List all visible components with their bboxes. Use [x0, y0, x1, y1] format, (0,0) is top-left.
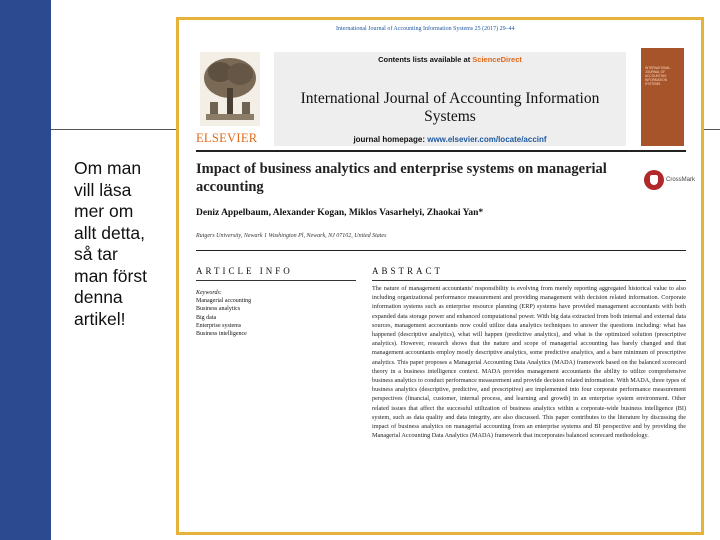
- keyword: Business analytics: [196, 306, 241, 313]
- homepage-line: [274, 135, 626, 144]
- caption-line: man först: [74, 265, 147, 286]
- elsevier-tree-icon: [200, 52, 260, 126]
- keyword: Managerial accounting: [196, 298, 252, 305]
- caption-line: mer om: [74, 201, 134, 221]
- elsevier-logo: [196, 48, 266, 146]
- authors: Deniz Appelbaum, Alexander Kogan, Miklos Vasarhelyi, Zhaokai Yan*: [196, 208, 484, 218]
- journal-title-line: Systems: [424, 108, 476, 125]
- journal-header: [196, 40, 686, 145]
- homepage-prefix: journal homepage:: [353, 135, 428, 144]
- journal-cover: [641, 48, 684, 146]
- crossmark-label: CrossMark: [666, 177, 696, 183]
- article-title: [196, 160, 646, 196]
- contents-line: [274, 55, 626, 64]
- article-title-line: accounting: [196, 179, 264, 195]
- journal-reference: International Journal of Accounting Information Systems 25 (2017) 29–44: [336, 26, 515, 32]
- abstract-heading: ABSTRACT: [372, 266, 444, 276]
- abstract-rule: [372, 280, 686, 281]
- keywords-heading: Keywords:: [196, 290, 222, 296]
- article-title-line: Impact of business analytics and enterprise systems on managerial: [196, 161, 607, 177]
- crossmark-badge[interactable]: [644, 170, 696, 194]
- keyword: Big data: [196, 314, 217, 321]
- abstract-text: The nature of management accountants' responsibility is evolving from merely reporting aggregated historical value to also including organizational performance measurement and providing management with decision related information. Corporate information systems such as enterprise resource planning (ERP) systems have provided management accountants with both expanded data storage power and enhanced computational power. With big data extracted from both internal and external data sources, management accountants now could utilize data analytics techniques to answer the questions including: what has happened (descriptive analytics), what will happen (predictive analytics), and what is the optimized solution (prescriptive analytics). However, research shows that the nature and scope of managerial accounting has barely changed and that management accountants employ mostly descriptive analytics, some predictive analytics, and a bare minimum of prescriptive analytics. This paper proposes a Managerial Accounting Data Analytics (MADA) framework based on the balanced scorecard theory in a business intelligence context. MADA provides management accountants the ability to utilize comprehensive business analytics to conduct performance measurement and provide decision related information. With MADA, three types of business analytics (descriptive, predictive, and prescriptive) are implemented into four corporate performance measurement perspectives (financial, customer, internal process, and learning and growth) in an enterprise system environment. Other related issues that affect the successful utilization of business analytics within a corporate-wide business intelligence (BI) system, such as data quality and data integrity, are also discussed. This paper contributes to the literature by discussing the impact of business analytics on managerial accounting from an enterprise systems and BI perspective and by providing the Managerial Accounting Data Analytics (MADA) framework that incorporates balanced scorecard methodology.: [372, 285, 686, 440]
- caption-line: allt detta,: [74, 222, 146, 243]
- caption-line: denna: [74, 287, 123, 307]
- slide-side-bar: [0, 0, 51, 540]
- slide-caption: [74, 158, 174, 330]
- keywords-list: [196, 289, 361, 338]
- article-info-heading: ARTICLE INFO: [196, 266, 293, 276]
- publisher-name: ELSEVIER: [196, 131, 258, 145]
- keyword: Business intelligence: [196, 331, 247, 338]
- journal-title: [274, 90, 626, 126]
- contents-prefix: Contents lists available at: [378, 55, 473, 64]
- authors-divider: [196, 250, 686, 251]
- journal-title-line: International Journal of Accounting Information: [300, 90, 600, 107]
- caption-line: Om man: [74, 158, 142, 178]
- caption-line: vill läsa: [74, 179, 132, 200]
- affiliation: Rutgers University, Newark 1 Washington Pl, Newark, NJ 07102, United States: [196, 233, 387, 239]
- cover-title: INTERNATIONAL JOURNAL OF ACCOUNTING INFORMATION SYSTEMS: [645, 66, 671, 86]
- header-divider: [196, 150, 686, 152]
- crossmark-icon: [644, 170, 664, 190]
- keyword: Enterprise systems: [196, 322, 242, 329]
- caption-line: så tar: [74, 244, 118, 264]
- homepage-link[interactable]: www.elsevier.com/locate/accinf: [427, 135, 547, 144]
- journal-banner: [274, 52, 626, 146]
- paper-page: [196, 20, 696, 532]
- article-info-rule: [196, 280, 356, 281]
- caption-line: artikel!: [74, 308, 126, 329]
- sciencedirect-link[interactable]: ScienceDirect: [472, 55, 522, 64]
